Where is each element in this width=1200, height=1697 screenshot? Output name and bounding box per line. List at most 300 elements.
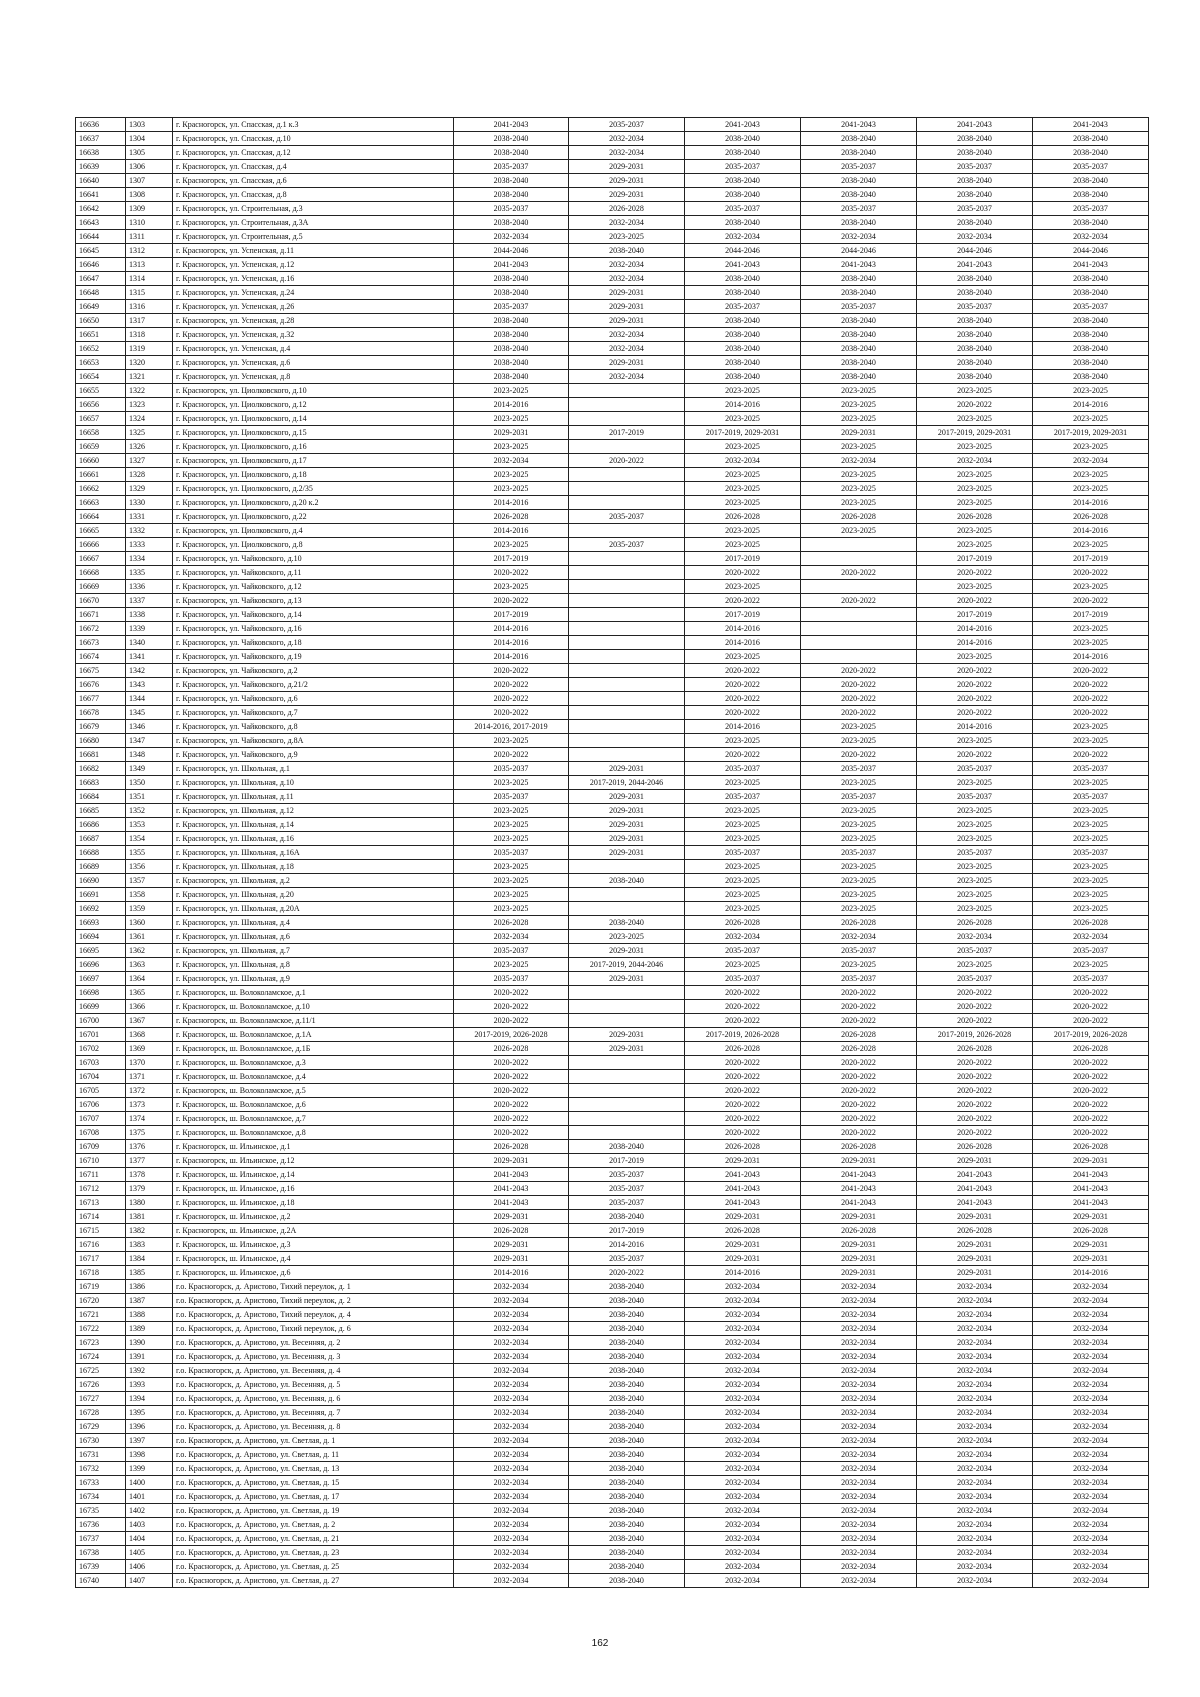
period-cell-3: 2038-2040: [685, 132, 801, 146]
item-number-cell: 1318: [126, 328, 173, 342]
period-cell-6: 2014-2016: [1033, 496, 1149, 510]
period-cell-1: 2032-2034: [454, 1336, 569, 1350]
period-cell-6: 2032-2034: [1033, 1406, 1149, 1420]
period-cell-3: 2023-2025: [685, 650, 801, 664]
period-cell-4: 2023-2025: [801, 874, 917, 888]
period-cell-1: 2032-2034: [454, 1504, 569, 1518]
period-cell-5: 2035-2037: [917, 762, 1033, 776]
period-cell-3: 2020-2022: [685, 566, 801, 580]
item-number-cell: 1355: [126, 846, 173, 860]
period-cell-4: 2032-2034: [801, 930, 917, 944]
period-cell-3: 2038-2040: [685, 370, 801, 384]
period-cell-4: 2035-2037: [801, 762, 917, 776]
table-row: [76, 1308, 1149, 1322]
period-cell-1: 2020-2022: [454, 678, 569, 692]
period-cell-6: 2014-2016: [1033, 1266, 1149, 1280]
table-row: [76, 188, 1149, 202]
table-row: [76, 1000, 1149, 1014]
item-number-cell: 1312: [126, 244, 173, 258]
period-cell-1: 2023-2025: [454, 804, 569, 818]
address-cell: г. Красногорск, ул. Школьная, д.16: [173, 832, 454, 846]
period-cell-3: 2038-2040: [685, 272, 801, 286]
table-row: [76, 1252, 1149, 1266]
address-cell: г. Красногорск, ул. Чайковского, д.19: [173, 650, 454, 664]
period-cell-5: 2023-2025: [917, 468, 1033, 482]
item-number-cell: 1329: [126, 482, 173, 496]
item-number-cell: 1319: [126, 342, 173, 356]
period-cell-5: 2038-2040: [917, 216, 1033, 230]
period-cell-6: 2035-2037: [1033, 944, 1149, 958]
row-number-cell: 16637: [76, 132, 126, 146]
item-number-cell: 1377: [126, 1154, 173, 1168]
period-cell-4: 2020-2022: [801, 664, 917, 678]
item-number-cell: 1328: [126, 468, 173, 482]
period-cell-1: 2035-2037: [454, 972, 569, 986]
period-cell-6: 2023-2025: [1033, 720, 1149, 734]
period-cell-5: 2032-2034: [917, 230, 1033, 244]
table-row: [76, 930, 1149, 944]
period-cell-3: 2032-2034: [685, 1392, 801, 1406]
period-cell-3: 2032-2034: [685, 1462, 801, 1476]
address-cell: г. Красногорск, ул. Школьная, д.4: [173, 916, 454, 930]
period-cell-3: 2032-2034: [685, 1532, 801, 1546]
period-cell-1: 2020-2022: [454, 1112, 569, 1126]
period-cell-1: 2032-2034: [454, 1294, 569, 1308]
period-cell-1: 2026-2028: [454, 1224, 569, 1238]
table-row: [76, 1434, 1149, 1448]
period-cell-4: 2041-2043: [801, 1196, 917, 1210]
period-cell-1: 2014-2016: [454, 622, 569, 636]
period-cell-6: 2035-2037: [1033, 160, 1149, 174]
row-number-cell: 16644: [76, 230, 126, 244]
row-number-cell: 16720: [76, 1294, 126, 1308]
table-row: [76, 482, 1149, 496]
item-number-cell: 1323: [126, 398, 173, 412]
table-row: [76, 510, 1149, 524]
table-row: [76, 804, 1149, 818]
row-number-cell: 16714: [76, 1210, 126, 1224]
period-cell-4: 2035-2037: [801, 202, 917, 216]
item-number-cell: 1370: [126, 1056, 173, 1070]
period-cell-5: 2014-2016: [917, 622, 1033, 636]
period-cell-1: 2041-2043: [454, 118, 569, 132]
table-row: [76, 174, 1149, 188]
period-cell-5: 2032-2034: [917, 1294, 1033, 1308]
period-cell-1: 2029-2031: [454, 1154, 569, 1168]
period-cell-6: 2032-2034: [1033, 1476, 1149, 1490]
period-cell-5: 2032-2034: [917, 1280, 1033, 1294]
period-cell-6: 2032-2034: [1033, 1364, 1149, 1378]
period-cell-1: 2032-2034: [454, 1434, 569, 1448]
table-row: [76, 636, 1149, 650]
item-number-cell: 1401: [126, 1490, 173, 1504]
period-cell-6: 2023-2025: [1033, 636, 1149, 650]
table-row: [76, 1518, 1149, 1532]
period-cell-4: 2032-2034: [801, 1518, 917, 1532]
table-row: [76, 314, 1149, 328]
period-cell-3: 2035-2037: [685, 762, 801, 776]
item-number-cell: 1348: [126, 748, 173, 762]
table-row: [76, 552, 1149, 566]
address-cell: г.о. Красногорск, д. Аристово, ул. Светлая, д. 23: [173, 1546, 454, 1560]
period-cell-3: 2014-2016: [685, 636, 801, 650]
period-cell-4: 2029-2031: [801, 1252, 917, 1266]
period-cell-4: 2020-2022: [801, 1070, 917, 1084]
period-cell-4: 2023-2025: [801, 720, 917, 734]
period-cell-6: 2020-2022: [1033, 1000, 1149, 1014]
table-row: [76, 1266, 1149, 1280]
period-cell-4: 2041-2043: [801, 1182, 917, 1196]
period-cell-3: 2020-2022: [685, 986, 801, 1000]
period-cell-4: 2023-2025: [801, 888, 917, 902]
period-cell-4: 2032-2034: [801, 1546, 917, 1560]
period-cell-3: 2014-2016: [685, 720, 801, 734]
row-number-cell: 16718: [76, 1266, 126, 1280]
period-cell-5: 2020-2022: [917, 664, 1033, 678]
row-number-cell: 16666: [76, 538, 126, 552]
period-cell-6: 2020-2022: [1033, 678, 1149, 692]
period-cell-5: 2023-2025: [917, 482, 1033, 496]
period-cell-6: 2026-2028: [1033, 1224, 1149, 1238]
table-row: [76, 146, 1149, 160]
period-cell-2: 2038-2040: [569, 1322, 685, 1336]
row-number-cell: 16734: [76, 1490, 126, 1504]
table-row: [76, 1126, 1149, 1140]
period-cell-3: 2020-2022: [685, 1070, 801, 1084]
row-number-cell: 16708: [76, 1126, 126, 1140]
table-row: [76, 1182, 1149, 1196]
item-number-cell: 1339: [126, 622, 173, 636]
table-row: [76, 1490, 1149, 1504]
row-number-cell: 16709: [76, 1140, 126, 1154]
period-cell-3: 2038-2040: [685, 146, 801, 160]
period-cell-1: 2020-2022: [454, 1098, 569, 1112]
period-cell-6: 2023-2025: [1033, 622, 1149, 636]
table-row: [76, 496, 1149, 510]
period-cell-5: 2035-2037: [917, 846, 1033, 860]
period-cell-3: 2020-2022: [685, 594, 801, 608]
period-cell-3: 2029-2031: [685, 1238, 801, 1252]
period-cell-6: 2023-2025: [1033, 482, 1149, 496]
period-cell-1: 2038-2040: [454, 188, 569, 202]
period-cell-1: 2020-2022: [454, 748, 569, 762]
period-cell-1: 2020-2022: [454, 594, 569, 608]
period-cell-1: 2032-2034: [454, 230, 569, 244]
period-cell-4: 2032-2034: [801, 1336, 917, 1350]
period-cell-1: 2032-2034: [454, 1574, 569, 1588]
period-cell-2: [569, 902, 685, 916]
item-number-cell: 1356: [126, 860, 173, 874]
item-number-cell: 1403: [126, 1518, 173, 1532]
table-row: [76, 468, 1149, 482]
table-row: [76, 958, 1149, 972]
period-cell-3: 2014-2016: [685, 398, 801, 412]
period-cell-1: 2020-2022: [454, 1084, 569, 1098]
row-number-cell: 16662: [76, 482, 126, 496]
item-number-cell: 1404: [126, 1532, 173, 1546]
item-number-cell: 1359: [126, 902, 173, 916]
period-cell-2: [569, 496, 685, 510]
address-cell: г. Красногорск, ш. Ильинское, д.18: [173, 1196, 454, 1210]
period-cell-4: 2020-2022: [801, 1084, 917, 1098]
period-cell-3: 2023-2025: [685, 412, 801, 426]
period-cell-1: 2032-2034: [454, 1308, 569, 1322]
address-cell: г. Красногорск, ул. Чайковского, д.2: [173, 664, 454, 678]
period-cell-6: 2038-2040: [1033, 342, 1149, 356]
table-row: [76, 272, 1149, 286]
table-row: [76, 398, 1149, 412]
period-cell-2: 2038-2040: [569, 1532, 685, 1546]
period-cell-5: 2032-2034: [917, 1336, 1033, 1350]
period-cell-6: 2035-2037: [1033, 790, 1149, 804]
period-cell-5: 2020-2022: [917, 398, 1033, 412]
address-cell: г.о. Красногорск, д. Аристово, Тихий переулок, д. 1: [173, 1280, 454, 1294]
row-number-cell: 16673: [76, 636, 126, 650]
row-number-cell: 16715: [76, 1224, 126, 1238]
table-row: [76, 1350, 1149, 1364]
address-cell: г. Красногорск, ул. Школьная, д.20А: [173, 902, 454, 916]
period-cell-2: [569, 1056, 685, 1070]
period-cell-1: 2020-2022: [454, 706, 569, 720]
period-cell-5: 2020-2022: [917, 594, 1033, 608]
table-row: [76, 1112, 1149, 1126]
period-cell-6: 2020-2022: [1033, 1112, 1149, 1126]
row-number-cell: 16732: [76, 1462, 126, 1476]
period-cell-3: 2014-2016: [685, 1266, 801, 1280]
period-cell-5: 2020-2022: [917, 566, 1033, 580]
row-number-cell: 16655: [76, 384, 126, 398]
period-cell-2: 2038-2040: [569, 1350, 685, 1364]
period-cell-2: 2029-2031: [569, 286, 685, 300]
period-cell-2: 2029-2031: [569, 1042, 685, 1056]
period-cell-3: 2014-2016: [685, 622, 801, 636]
row-number-cell: 16706: [76, 1098, 126, 1112]
row-number-cell: 16664: [76, 510, 126, 524]
period-cell-5: 2032-2034: [917, 1518, 1033, 1532]
table-row: [76, 160, 1149, 174]
period-cell-6: 2038-2040: [1033, 132, 1149, 146]
period-cell-6: 2023-2025: [1033, 538, 1149, 552]
period-cell-4: 2032-2034: [801, 1504, 917, 1518]
period-cell-5: 2023-2025: [917, 874, 1033, 888]
period-cell-4: 2032-2034: [801, 1280, 917, 1294]
period-cell-5: 2032-2034: [917, 930, 1033, 944]
period-cell-4: 2038-2040: [801, 286, 917, 300]
item-number-cell: 1342: [126, 664, 173, 678]
period-cell-3: 2032-2034: [685, 454, 801, 468]
period-cell-6: 2035-2037: [1033, 300, 1149, 314]
address-cell: г. Красногорск, ул. Спасская, д.4: [173, 160, 454, 174]
period-cell-3: 2020-2022: [685, 678, 801, 692]
table-row: [76, 1042, 1149, 1056]
period-cell-2: 2038-2040: [569, 1364, 685, 1378]
period-cell-5: 2035-2037: [917, 790, 1033, 804]
row-number-cell: 16650: [76, 314, 126, 328]
period-cell-4: [801, 608, 917, 622]
period-cell-2: 2038-2040: [569, 1210, 685, 1224]
period-cell-2: [569, 664, 685, 678]
row-number-cell: 16660: [76, 454, 126, 468]
period-cell-1: 2026-2028: [454, 1140, 569, 1154]
period-cell-1: 2020-2022: [454, 692, 569, 706]
period-cell-3: 2023-2025: [685, 958, 801, 972]
item-number-cell: 1364: [126, 972, 173, 986]
period-cell-4: 2032-2034: [801, 1392, 917, 1406]
row-number-cell: 16739: [76, 1560, 126, 1574]
period-cell-6: 2032-2034: [1033, 1308, 1149, 1322]
period-cell-5: 2023-2025: [917, 440, 1033, 454]
period-cell-6: 2032-2034: [1033, 1434, 1149, 1448]
period-cell-4: 2029-2031: [801, 426, 917, 440]
period-cell-1: 2032-2034: [454, 1280, 569, 1294]
address-cell: г. Красногорск, ул. Школьная, д.14: [173, 818, 454, 832]
item-number-cell: 1308: [126, 188, 173, 202]
period-cell-2: 2035-2037: [569, 1182, 685, 1196]
period-cell-2: 2035-2037: [569, 118, 685, 132]
table-row: [76, 1014, 1149, 1028]
period-cell-3: 2023-2025: [685, 538, 801, 552]
item-number-cell: 1338: [126, 608, 173, 622]
period-cell-2: [569, 622, 685, 636]
item-number-cell: 1320: [126, 356, 173, 370]
period-cell-1: 2038-2040: [454, 286, 569, 300]
period-cell-2: 2038-2040: [569, 1462, 685, 1476]
item-number-cell: 1315: [126, 286, 173, 300]
period-cell-1: 2020-2022: [454, 1126, 569, 1140]
row-number-cell: 16703: [76, 1056, 126, 1070]
row-number-cell: 16738: [76, 1546, 126, 1560]
period-cell-4: 2032-2034: [801, 1406, 917, 1420]
period-cell-2: [569, 1112, 685, 1126]
table-row: [76, 1098, 1149, 1112]
table-body: [76, 118, 1149, 1588]
row-number-cell: 16723: [76, 1336, 126, 1350]
period-cell-6: 2017-2019, 2029-2031: [1033, 426, 1149, 440]
period-cell-2: 2017-2019: [569, 1154, 685, 1168]
period-cell-3: 2023-2025: [685, 860, 801, 874]
address-cell: г. Красногорск, ш. Волоколамское, д.10: [173, 1000, 454, 1014]
period-cell-6: 2041-2043: [1033, 1168, 1149, 1182]
item-number-cell: 1361: [126, 930, 173, 944]
table-row: [76, 524, 1149, 538]
period-cell-5: 2038-2040: [917, 132, 1033, 146]
period-cell-6: 2023-2025: [1033, 412, 1149, 426]
period-cell-2: 2029-2031: [569, 832, 685, 846]
period-cell-1: 2023-2025: [454, 580, 569, 594]
period-cell-1: 2014-2016: [454, 496, 569, 510]
item-number-cell: 1368: [126, 1028, 173, 1042]
period-cell-5: 2029-2031: [917, 1210, 1033, 1224]
row-number-cell: 16702: [76, 1042, 126, 1056]
period-cell-1: 2038-2040: [454, 328, 569, 342]
period-cell-4: 2023-2025: [801, 468, 917, 482]
period-cell-5: 2020-2022: [917, 1056, 1033, 1070]
address-cell: г. Красногорск, ш. Ильинское, д.16: [173, 1182, 454, 1196]
period-cell-1: 2029-2031: [454, 1252, 569, 1266]
period-cell-4: [801, 622, 917, 636]
table-row: [76, 1196, 1149, 1210]
address-cell: г. Красногорск, ул. Строительная, д.3: [173, 202, 454, 216]
period-cell-5: 2023-2025: [917, 524, 1033, 538]
period-cell-6: 2026-2028: [1033, 1140, 1149, 1154]
period-cell-6: 2023-2025: [1033, 832, 1149, 846]
period-cell-1: 2026-2028: [454, 1042, 569, 1056]
item-number-cell: 1352: [126, 804, 173, 818]
period-cell-2: 2029-2031: [569, 160, 685, 174]
period-cell-5: 2032-2034: [917, 1434, 1033, 1448]
period-cell-6: 2017-2019, 2026-2028: [1033, 1028, 1149, 1042]
period-cell-4: 2032-2034: [801, 1378, 917, 1392]
address-cell: г.о. Красногорск, д. Аристово, ул. Светлая, д. 25: [173, 1560, 454, 1574]
period-cell-2: [569, 1070, 685, 1084]
table-row: [76, 1336, 1149, 1350]
period-cell-2: 2035-2037: [569, 1252, 685, 1266]
period-cell-1: 2035-2037: [454, 202, 569, 216]
period-cell-6: 2029-2031: [1033, 1252, 1149, 1266]
period-cell-5: 2038-2040: [917, 314, 1033, 328]
period-cell-5: 2014-2016: [917, 720, 1033, 734]
table-row: [76, 972, 1149, 986]
period-cell-2: 2017-2019, 2044-2046: [569, 958, 685, 972]
period-cell-5: 2035-2037: [917, 300, 1033, 314]
period-cell-4: 2023-2025: [801, 832, 917, 846]
period-cell-3: 2023-2025: [685, 776, 801, 790]
period-cell-3: 2017-2019, 2026-2028: [685, 1028, 801, 1042]
period-cell-6: 2014-2016: [1033, 398, 1149, 412]
row-number-cell: 16677: [76, 692, 126, 706]
period-cell-2: 2029-2031: [569, 846, 685, 860]
table-row: [76, 328, 1149, 342]
address-cell: г.о. Красногорск, д. Аристово, ул. Весенняя, д. 3: [173, 1350, 454, 1364]
period-cell-6: 2014-2016: [1033, 524, 1149, 538]
table-row: [76, 776, 1149, 790]
period-cell-6: 2032-2034: [1033, 1518, 1149, 1532]
row-number-cell: 16698: [76, 986, 126, 1000]
period-cell-1: 2032-2034: [454, 1350, 569, 1364]
address-cell: г. Красногорск, ул. Успенская, д.16: [173, 272, 454, 286]
period-cell-1: 2020-2022: [454, 1070, 569, 1084]
period-cell-4: 2038-2040: [801, 314, 917, 328]
period-cell-2: [569, 552, 685, 566]
period-cell-2: [569, 468, 685, 482]
address-cell: г. Красногорск, ул. Успенская, д.11: [173, 244, 454, 258]
item-number-cell: 1380: [126, 1196, 173, 1210]
row-number-cell: 16689: [76, 860, 126, 874]
period-cell-4: 2023-2025: [801, 776, 917, 790]
table-row: [76, 1322, 1149, 1336]
period-cell-6: 2044-2046: [1033, 244, 1149, 258]
period-cell-4: 2020-2022: [801, 986, 917, 1000]
period-cell-1: 2023-2025: [454, 734, 569, 748]
period-cell-6: 2032-2034: [1033, 1448, 1149, 1462]
period-cell-1: 2020-2022: [454, 986, 569, 1000]
period-cell-1: 2023-2025: [454, 874, 569, 888]
period-cell-5: 2041-2043: [917, 118, 1033, 132]
period-cell-6: 2023-2025: [1033, 580, 1149, 594]
period-cell-5: 2035-2037: [917, 944, 1033, 958]
address-cell: г. Красногорск, ул. Успенская, д.32: [173, 328, 454, 342]
period-cell-3: 2032-2034: [685, 1336, 801, 1350]
row-number-cell: 16656: [76, 398, 126, 412]
table-row: [76, 244, 1149, 258]
row-number-cell: 16707: [76, 1112, 126, 1126]
table-row: [76, 1574, 1149, 1588]
item-number-cell: 1313: [126, 258, 173, 272]
address-cell: г.о. Красногорск, д. Аристово, ул. Весенняя, д. 2: [173, 1336, 454, 1350]
period-cell-3: 2038-2040: [685, 286, 801, 300]
address-cell: г. Красногорск, ул. Строительная, д.3А: [173, 216, 454, 230]
address-cell: г. Красногорск, ул. Школьная, д.10: [173, 776, 454, 790]
